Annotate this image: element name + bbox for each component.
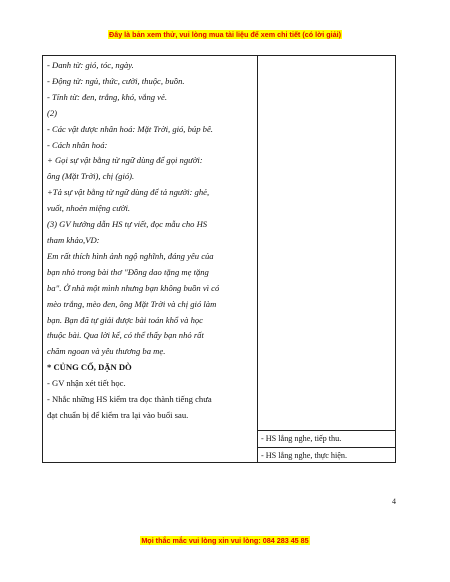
preview-notice-text: Đây là bản xem thử, vui lòng mua tài liệu để xem chi tiết (có lời giải)	[109, 30, 341, 39]
page-number: 4	[392, 497, 396, 506]
text-line: (2)	[47, 107, 58, 118]
student-activity-line: - HS lắng nghe, tiếp thu.	[261, 434, 342, 443]
text-line: mèo trắng, mèo đen, ông Mặt Trời và chị gió làm	[47, 298, 217, 309]
text-line: - Danh từ: gió, tóc, ngày.	[47, 60, 134, 70]
contact-text: Mọi thắc mắc vui lòng xin vui lòng: 084 283 45 85	[141, 536, 309, 545]
lesson-table	[42, 55, 396, 463]
text-line: bạn. Bạn đã tự giải được bài toán khổ và học	[47, 314, 203, 325]
text-line: - Nhắc những HS kiểm tra đọc thành tiếng chưa	[47, 394, 212, 405]
text-line: thuộc bài. Qua lời kể, có thể thấy bạn nhỏ rất	[47, 330, 204, 341]
text-line: đạt chuẩn bị để kiểm tra lại vào buổi sau.	[47, 409, 189, 420]
column-divider	[257, 56, 258, 462]
text-line: + Gọi sự vật bằng từ ngữ dùng để gọi người:	[47, 155, 203, 166]
text-line: +Tả sự vật bằng từ ngữ dùng để tả người: ghẻ,	[47, 187, 210, 198]
text-line: tham khảo,VD:	[47, 234, 100, 245]
section-heading: * CỦNG CỐ, DẶN DÒ	[47, 362, 132, 373]
row-divider	[257, 430, 396, 431]
text-line: - Động từ: ngủ, thức, cười, thuộc, buồn.	[47, 75, 185, 86]
text-line: (3) GV hướng dẫn HS tự viết, đọc mẫu cho HS	[47, 219, 208, 230]
preview-notice-banner	[0, 30, 450, 39]
text-line: - GV nhận xét tiết học.	[47, 378, 126, 389]
text-line: - Các vật được nhân hoá: Mặt Trời, gió, búp bê.	[47, 123, 213, 134]
teacher-activities-column	[47, 58, 254, 424]
contact-banner	[0, 536, 450, 545]
text-line: ba". Ở nhà một mình nhưng bạn không buồn vì có	[47, 282, 220, 293]
text-line: - Tính từ: đen, trắng, khó, vắng vẻ.	[47, 91, 167, 102]
row-divider	[257, 447, 396, 448]
student-activity-line: - HS lắng nghe, thực hiện.	[261, 451, 348, 460]
text-line: - Cách nhân hoá:	[47, 139, 108, 150]
text-line: bạn nhỏ trong bài thơ "Đồng dao tặng mẹ tặng	[47, 266, 209, 277]
text-line: Em rất thích hình ảnh ngộ nghĩnh, đáng yêu của	[47, 250, 214, 261]
text-line: chăm ngoan và yêu thương ba mẹ.	[47, 346, 166, 357]
text-line: vuốt, nhoẻn miệng cười.	[47, 203, 131, 214]
text-line: ông (Mặt Trời), chị (gió).	[47, 171, 135, 182]
